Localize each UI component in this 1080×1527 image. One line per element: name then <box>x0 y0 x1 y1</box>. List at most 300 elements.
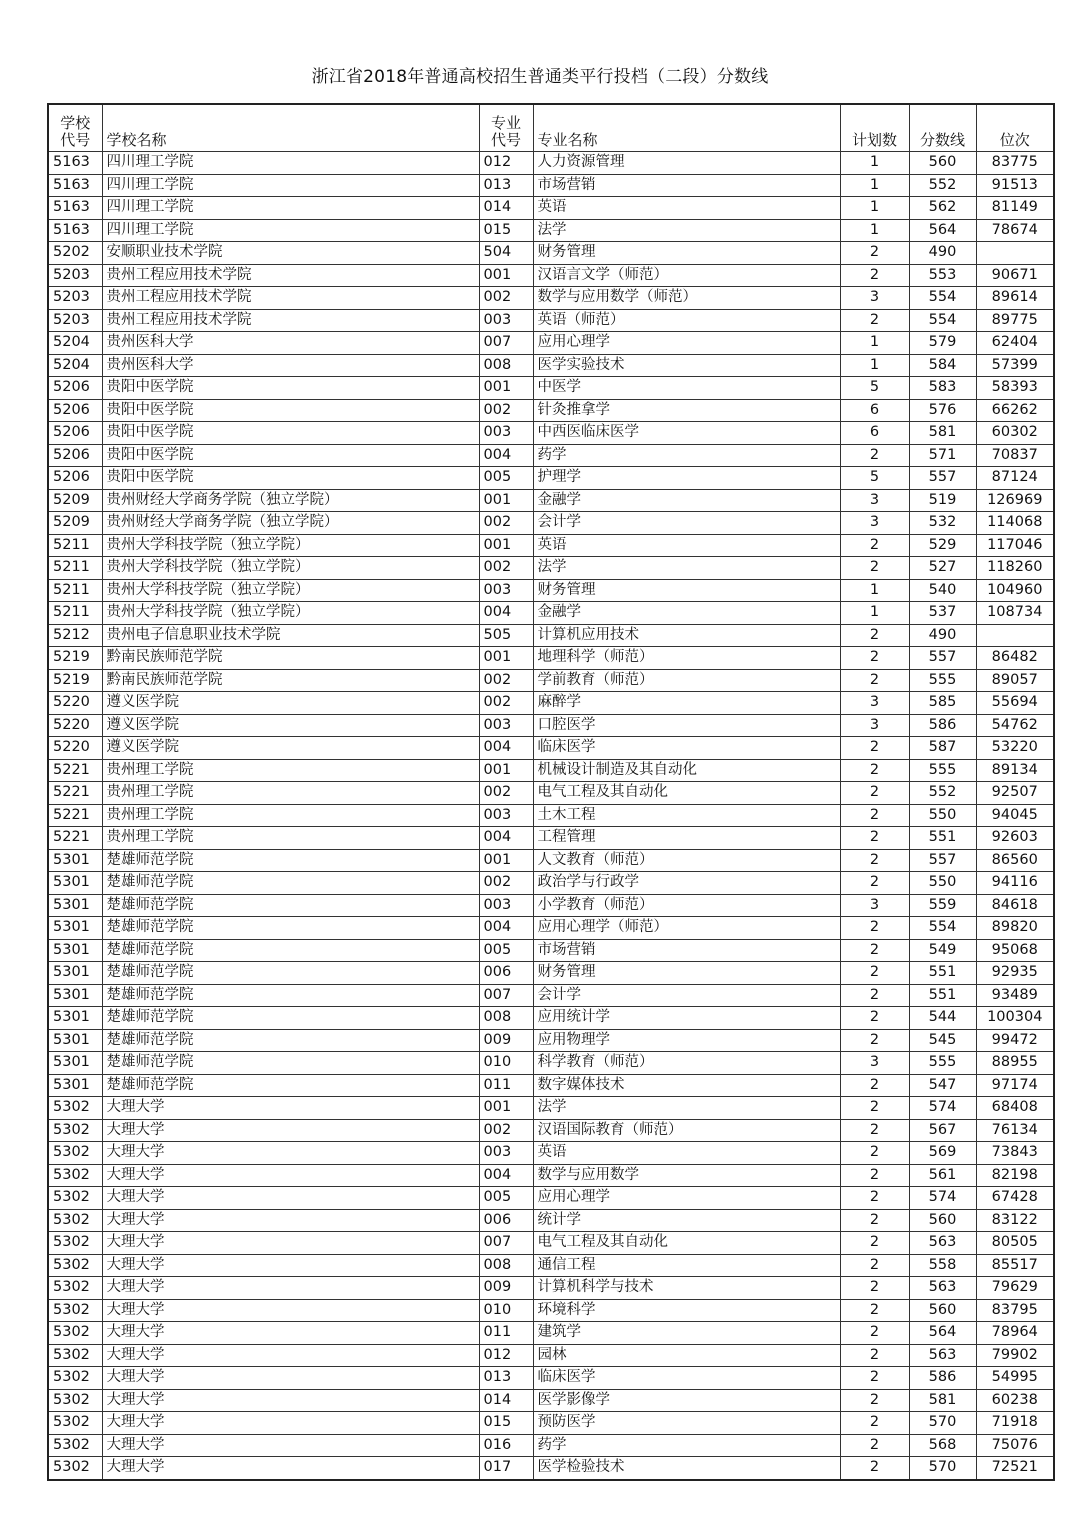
rank-cell: 81149 <box>976 197 1054 220</box>
plan-cell: 3 <box>840 489 909 512</box>
major-name-cell: 中医学 <box>533 377 840 400</box>
rank-cell: 79629 <box>976 1277 1054 1300</box>
score-cell: 557 <box>909 647 976 670</box>
major-code-cell: 002 <box>479 287 533 310</box>
rank-cell: 126969 <box>976 489 1054 512</box>
plan-cell: 2 <box>840 1142 909 1165</box>
table-row <box>48 219 1054 242</box>
major-code-cell: 001 <box>479 759 533 782</box>
school-code-cell: 5302 <box>48 1344 102 1367</box>
score-cell: 586 <box>909 1367 976 1390</box>
plan-cell: 2 <box>840 1074 909 1097</box>
score-cell: 584 <box>909 354 976 377</box>
major-name-cell: 临床医学 <box>533 1367 840 1390</box>
major-name-cell: 预防医学 <box>533 1412 840 1435</box>
school-code-cell: 5209 <box>48 489 102 512</box>
score-cell: 570 <box>909 1412 976 1435</box>
rank-cell: 89057 <box>976 669 1054 692</box>
school-code-cell: 5206 <box>48 399 102 422</box>
school-code-cell: 5302 <box>48 1367 102 1390</box>
plan-cell: 2 <box>840 1097 909 1120</box>
table-row <box>48 1119 1054 1142</box>
school-name-cell: 贵州电子信息职业技术学院 <box>102 624 479 647</box>
school-name-cell: 贵阳中医学院 <box>102 422 479 445</box>
rank-cell: 78674 <box>976 219 1054 242</box>
score-cell: 571 <box>909 444 976 467</box>
major-name-cell: 市场营销 <box>533 174 840 197</box>
major-name-cell: 英语 <box>533 197 840 220</box>
plan-cell: 1 <box>840 219 909 242</box>
major-name-cell: 园林 <box>533 1344 840 1367</box>
score-cell: 563 <box>909 1232 976 1255</box>
major-code-cell: 014 <box>479 197 533 220</box>
score-table <box>47 103 1055 1481</box>
major-code-cell: 002 <box>479 872 533 895</box>
school-code-cell: 5221 <box>48 782 102 805</box>
major-name-cell: 医学实验技术 <box>533 354 840 377</box>
rank-cell: 91513 <box>976 174 1054 197</box>
major-name-cell: 应用物理学 <box>533 1029 840 1052</box>
major-name-cell: 电气工程及其自动化 <box>533 782 840 805</box>
rank-cell: 53220 <box>976 737 1054 760</box>
plan-cell: 2 <box>840 1457 909 1480</box>
school-code-cell: 5163 <box>48 174 102 197</box>
school-name-cell: 大理大学 <box>102 1322 479 1345</box>
school-code-cell: 5206 <box>48 422 102 445</box>
score-cell: 567 <box>909 1119 976 1142</box>
table-row <box>48 422 1054 445</box>
school-name-cell: 大理大学 <box>102 1389 479 1412</box>
school-name-cell: 大理大学 <box>102 1187 479 1210</box>
plan-cell: 3 <box>840 512 909 535</box>
major-code-cell: 001 <box>479 647 533 670</box>
major-code-cell: 010 <box>479 1052 533 1075</box>
plan-cell: 3 <box>840 714 909 737</box>
school-name-cell: 遵义医学院 <box>102 737 479 760</box>
major-code-cell: 013 <box>479 174 533 197</box>
header-major-code-line1: 专业 <box>490 114 521 132</box>
major-code-cell: 001 <box>479 534 533 557</box>
major-code-cell: 004 <box>479 917 533 940</box>
school-code-cell: 5204 <box>48 354 102 377</box>
major-code-cell: 009 <box>479 1029 533 1052</box>
rank-cell: 118260 <box>976 557 1054 580</box>
school-name-cell: 楚雄师范学院 <box>102 962 479 985</box>
major-code-cell: 002 <box>479 669 533 692</box>
school-name-cell: 安顺职业技术学院 <box>102 242 479 265</box>
school-name-cell: 贵州工程应用技术学院 <box>102 264 479 287</box>
school-code-cell: 5302 <box>48 1187 102 1210</box>
school-name-cell: 遵义医学院 <box>102 692 479 715</box>
school-code-cell: 5206 <box>48 467 102 490</box>
major-name-cell: 数字媒体技术 <box>533 1074 840 1097</box>
major-code-cell: 004 <box>479 602 533 625</box>
table-row <box>48 557 1054 580</box>
school-name-cell: 四川理工学院 <box>102 219 479 242</box>
major-code-cell: 504 <box>479 242 533 265</box>
major-name-cell: 机械设计制造及其自动化 <box>533 759 840 782</box>
major-name-cell: 财务管理 <box>533 579 840 602</box>
rank-cell: 83795 <box>976 1299 1054 1322</box>
plan-cell: 2 <box>840 939 909 962</box>
table-row <box>48 152 1054 175</box>
school-code-cell: 5221 <box>48 827 102 850</box>
rank-cell: 75076 <box>976 1434 1054 1457</box>
major-code-cell: 016 <box>479 1434 533 1457</box>
score-cell: 519 <box>909 489 976 512</box>
table-row <box>48 962 1054 985</box>
rank-cell: 90671 <box>976 264 1054 287</box>
plan-cell: 2 <box>840 669 909 692</box>
rank-cell: 78964 <box>976 1322 1054 1345</box>
school-name-cell: 楚雄师范学院 <box>102 917 479 940</box>
header-major-code-line2: 代号 <box>490 131 521 149</box>
score-cell: 549 <box>909 939 976 962</box>
plan-cell: 3 <box>840 287 909 310</box>
major-name-cell: 工程管理 <box>533 827 840 850</box>
table-row <box>48 1277 1054 1300</box>
major-code-cell: 008 <box>479 354 533 377</box>
score-cell: 532 <box>909 512 976 535</box>
table-row <box>48 512 1054 535</box>
rank-cell: 76134 <box>976 1119 1054 1142</box>
school-code-cell: 5163 <box>48 219 102 242</box>
table-row <box>48 332 1054 355</box>
header-rank: 位次 <box>976 104 1054 152</box>
school-name-cell: 大理大学 <box>102 1412 479 1435</box>
score-cell: 545 <box>909 1029 976 1052</box>
score-cell: 564 <box>909 219 976 242</box>
school-code-cell: 5302 <box>48 1277 102 1300</box>
school-code-cell: 5302 <box>48 1434 102 1457</box>
school-name-cell: 大理大学 <box>102 1299 479 1322</box>
major-code-cell: 001 <box>479 849 533 872</box>
plan-cell: 2 <box>840 264 909 287</box>
table-row <box>48 1457 1054 1480</box>
school-code-cell: 5301 <box>48 917 102 940</box>
school-code-cell: 5301 <box>48 1029 102 1052</box>
score-cell: 555 <box>909 669 976 692</box>
school-name-cell: 四川理工学院 <box>102 197 479 220</box>
plan-cell: 2 <box>840 1322 909 1345</box>
school-name-cell: 楚雄师范学院 <box>102 1029 479 1052</box>
major-code-cell: 017 <box>479 1457 533 1480</box>
major-name-cell: 金融学 <box>533 602 840 625</box>
plan-cell: 2 <box>840 1232 909 1255</box>
school-code-cell: 5211 <box>48 557 102 580</box>
school-name-cell: 楚雄师范学院 <box>102 872 479 895</box>
major-name-cell: 财务管理 <box>533 242 840 265</box>
score-cell: 552 <box>909 174 976 197</box>
plan-cell: 2 <box>840 804 909 827</box>
major-code-cell: 013 <box>479 1367 533 1390</box>
header-school-code-line2: 代号 <box>60 131 91 149</box>
rank-cell: 117046 <box>976 534 1054 557</box>
rank-cell: 114068 <box>976 512 1054 535</box>
plan-cell: 1 <box>840 579 909 602</box>
plan-cell: 2 <box>840 242 909 265</box>
major-code-cell: 001 <box>479 489 533 512</box>
major-code-cell: 007 <box>479 1232 533 1255</box>
header-major-name: 专业名称 <box>533 104 840 152</box>
plan-cell: 2 <box>840 1254 909 1277</box>
plan-cell: 5 <box>840 377 909 400</box>
school-name-cell: 贵州医科大学 <box>102 332 479 355</box>
rank-cell: 79902 <box>976 1344 1054 1367</box>
rank-cell: 92935 <box>976 962 1054 985</box>
plan-cell: 2 <box>840 309 909 332</box>
school-name-cell: 楚雄师范学院 <box>102 894 479 917</box>
school-name-cell: 贵州工程应用技术学院 <box>102 309 479 332</box>
score-cell: 529 <box>909 534 976 557</box>
school-code-cell: 5206 <box>48 377 102 400</box>
school-name-cell: 贵州理工学院 <box>102 782 479 805</box>
table-row <box>48 1164 1054 1187</box>
school-code-cell: 5301 <box>48 849 102 872</box>
school-name-cell: 大理大学 <box>102 1254 479 1277</box>
school-code-cell: 5212 <box>48 624 102 647</box>
rank-cell: 67428 <box>976 1187 1054 1210</box>
table-row <box>48 489 1054 512</box>
score-cell: 490 <box>909 242 976 265</box>
major-code-cell: 002 <box>479 399 533 422</box>
rank-cell: 57399 <box>976 354 1054 377</box>
major-name-cell: 英语（师范） <box>533 309 840 332</box>
rank-cell: 83122 <box>976 1209 1054 1232</box>
table-row <box>48 827 1054 850</box>
table-row <box>48 1389 1054 1412</box>
plan-cell: 1 <box>840 602 909 625</box>
school-code-cell: 5302 <box>48 1097 102 1120</box>
school-name-cell: 楚雄师范学院 <box>102 1074 479 1097</box>
plan-cell: 2 <box>840 737 909 760</box>
rank-cell: 85517 <box>976 1254 1054 1277</box>
score-cell: 544 <box>909 1007 976 1030</box>
score-cell: 551 <box>909 827 976 850</box>
major-code-cell: 015 <box>479 1412 533 1435</box>
major-code-cell: 004 <box>479 1164 533 1187</box>
school-name-cell: 黔南民族师范学院 <box>102 669 479 692</box>
table-row <box>48 399 1054 422</box>
table-row <box>48 1052 1054 1075</box>
table-row <box>48 782 1054 805</box>
major-name-cell: 临床医学 <box>533 737 840 760</box>
school-name-cell: 贵州理工学院 <box>102 827 479 850</box>
major-code-cell: 002 <box>479 782 533 805</box>
plan-cell: 5 <box>840 467 909 490</box>
school-name-cell: 四川理工学院 <box>102 174 479 197</box>
major-name-cell: 医学影像学 <box>533 1389 840 1412</box>
school-code-cell: 5301 <box>48 894 102 917</box>
school-code-cell: 5302 <box>48 1299 102 1322</box>
rank-cell: 94116 <box>976 872 1054 895</box>
major-name-cell: 药学 <box>533 1434 840 1457</box>
score-cell: 560 <box>909 1209 976 1232</box>
plan-cell: 1 <box>840 197 909 220</box>
rank-cell: 89614 <box>976 287 1054 310</box>
rank-cell: 89820 <box>976 917 1054 940</box>
major-code-cell: 004 <box>479 737 533 760</box>
major-name-cell: 小学教育（师范） <box>533 894 840 917</box>
major-code-cell: 012 <box>479 152 533 175</box>
school-code-cell: 5221 <box>48 759 102 782</box>
table-body <box>48 152 1054 1480</box>
school-name-cell: 贵阳中医学院 <box>102 467 479 490</box>
rank-cell: 71918 <box>976 1412 1054 1435</box>
major-code-cell: 015 <box>479 219 533 242</box>
major-name-cell: 会计学 <box>533 512 840 535</box>
rank-cell: 60238 <box>976 1389 1054 1412</box>
school-code-cell: 5202 <box>48 242 102 265</box>
table-row <box>48 1097 1054 1120</box>
major-code-cell: 012 <box>479 1344 533 1367</box>
header-plan: 计划数 <box>840 104 909 152</box>
rank-cell: 73843 <box>976 1142 1054 1165</box>
school-name-cell: 楚雄师范学院 <box>102 939 479 962</box>
header-school-code <box>48 104 102 152</box>
school-name-cell: 贵阳中医学院 <box>102 377 479 400</box>
school-name-cell: 遵义医学院 <box>102 714 479 737</box>
score-cell: 583 <box>909 377 976 400</box>
school-code-cell: 5302 <box>48 1164 102 1187</box>
score-cell: 587 <box>909 737 976 760</box>
major-code-cell: 005 <box>479 1187 533 1210</box>
rank-cell: 95068 <box>976 939 1054 962</box>
table-row <box>48 1344 1054 1367</box>
score-cell: 574 <box>909 1097 976 1120</box>
rank-cell: 55694 <box>976 692 1054 715</box>
major-name-cell: 口腔医学 <box>533 714 840 737</box>
major-code-cell: 006 <box>479 1209 533 1232</box>
plan-cell: 2 <box>840 1187 909 1210</box>
major-code-cell: 002 <box>479 557 533 580</box>
major-name-cell: 会计学 <box>533 984 840 1007</box>
plan-cell: 2 <box>840 782 909 805</box>
score-cell: 570 <box>909 1457 976 1480</box>
table-row <box>48 1209 1054 1232</box>
major-code-cell: 003 <box>479 579 533 602</box>
score-cell: 550 <box>909 872 976 895</box>
school-name-cell: 大理大学 <box>102 1164 479 1187</box>
table-row <box>48 917 1054 940</box>
school-code-cell: 5163 <box>48 197 102 220</box>
score-cell: 568 <box>909 1434 976 1457</box>
major-code-cell: 010 <box>479 1299 533 1322</box>
school-code-cell: 5302 <box>48 1254 102 1277</box>
table-row <box>48 287 1054 310</box>
score-cell: 555 <box>909 1052 976 1075</box>
school-code-cell: 5221 <box>48 804 102 827</box>
table-row <box>48 602 1054 625</box>
major-code-cell: 002 <box>479 512 533 535</box>
rank-cell: 68408 <box>976 1097 1054 1120</box>
table-row <box>48 1254 1054 1277</box>
rank-cell: 62404 <box>976 332 1054 355</box>
score-cell: 540 <box>909 579 976 602</box>
rank-cell: 89775 <box>976 309 1054 332</box>
plan-cell: 2 <box>840 1119 909 1142</box>
score-cell: 562 <box>909 197 976 220</box>
plan-cell: 1 <box>840 152 909 175</box>
plan-cell: 6 <box>840 422 909 445</box>
score-cell: 576 <box>909 399 976 422</box>
major-code-cell: 003 <box>479 309 533 332</box>
plan-cell: 1 <box>840 332 909 355</box>
plan-cell: 2 <box>840 1277 909 1300</box>
score-cell: 553 <box>909 264 976 287</box>
school-code-cell: 5203 <box>48 264 102 287</box>
plan-cell: 2 <box>840 1209 909 1232</box>
school-code-cell: 5206 <box>48 444 102 467</box>
table-row <box>48 1299 1054 1322</box>
school-code-cell: 5301 <box>48 1052 102 1075</box>
school-name-cell: 贵州理工学院 <box>102 804 479 827</box>
plan-cell: 2 <box>840 647 909 670</box>
score-cell: 563 <box>909 1277 976 1300</box>
rank-cell: 84618 <box>976 894 1054 917</box>
school-name-cell: 贵州财经大学商务学院（独立学院） <box>102 512 479 535</box>
plan-cell: 2 <box>840 1344 909 1367</box>
major-code-cell: 005 <box>479 467 533 490</box>
school-name-cell: 大理大学 <box>102 1232 479 1255</box>
school-name-cell: 贵阳中医学院 <box>102 444 479 467</box>
table-row <box>48 1187 1054 1210</box>
major-code-cell: 006 <box>479 962 533 985</box>
school-name-cell: 贵州大学科技学院（独立学院） <box>102 557 479 580</box>
school-code-cell: 5211 <box>48 579 102 602</box>
major-code-cell: 003 <box>479 804 533 827</box>
table-row <box>48 849 1054 872</box>
school-code-cell: 5301 <box>48 962 102 985</box>
major-name-cell: 金融学 <box>533 489 840 512</box>
plan-cell: 2 <box>840 1007 909 1030</box>
major-name-cell: 麻醉学 <box>533 692 840 715</box>
plan-cell: 2 <box>840 917 909 940</box>
school-code-cell: 5203 <box>48 309 102 332</box>
major-name-cell: 汉语言文学（师范） <box>533 264 840 287</box>
major-name-cell: 统计学 <box>533 1209 840 1232</box>
school-code-cell: 5211 <box>48 602 102 625</box>
major-name-cell: 中西医临床医学 <box>533 422 840 445</box>
plan-cell: 3 <box>840 1052 909 1075</box>
major-code-cell: 001 <box>479 1097 533 1120</box>
score-cell: 557 <box>909 849 976 872</box>
table-row <box>48 534 1054 557</box>
school-code-cell: 5302 <box>48 1209 102 1232</box>
rank-cell: 94045 <box>976 804 1054 827</box>
school-code-cell: 5302 <box>48 1412 102 1435</box>
page-title: 浙江省2018年普通高校招生普通类平行投档（二段）分数线 <box>311 67 769 87</box>
table-row <box>48 579 1054 602</box>
plan-cell: 2 <box>840 759 909 782</box>
plan-cell: 2 <box>840 962 909 985</box>
plan-cell: 2 <box>840 1164 909 1187</box>
major-name-cell: 市场营销 <box>533 939 840 962</box>
school-code-cell: 5301 <box>48 872 102 895</box>
major-name-cell: 英语 <box>533 1142 840 1165</box>
major-code-cell: 004 <box>479 444 533 467</box>
table-row <box>48 804 1054 827</box>
school-name-cell: 大理大学 <box>102 1434 479 1457</box>
major-code-cell: 001 <box>479 377 533 400</box>
school-name-cell: 楚雄师范学院 <box>102 1052 479 1075</box>
plan-cell: 2 <box>840 1299 909 1322</box>
school-name-cell: 贵州工程应用技术学院 <box>102 287 479 310</box>
school-code-cell: 5220 <box>48 692 102 715</box>
rank-cell: 86560 <box>976 849 1054 872</box>
major-code-cell: 003 <box>479 422 533 445</box>
score-cell: 586 <box>909 714 976 737</box>
